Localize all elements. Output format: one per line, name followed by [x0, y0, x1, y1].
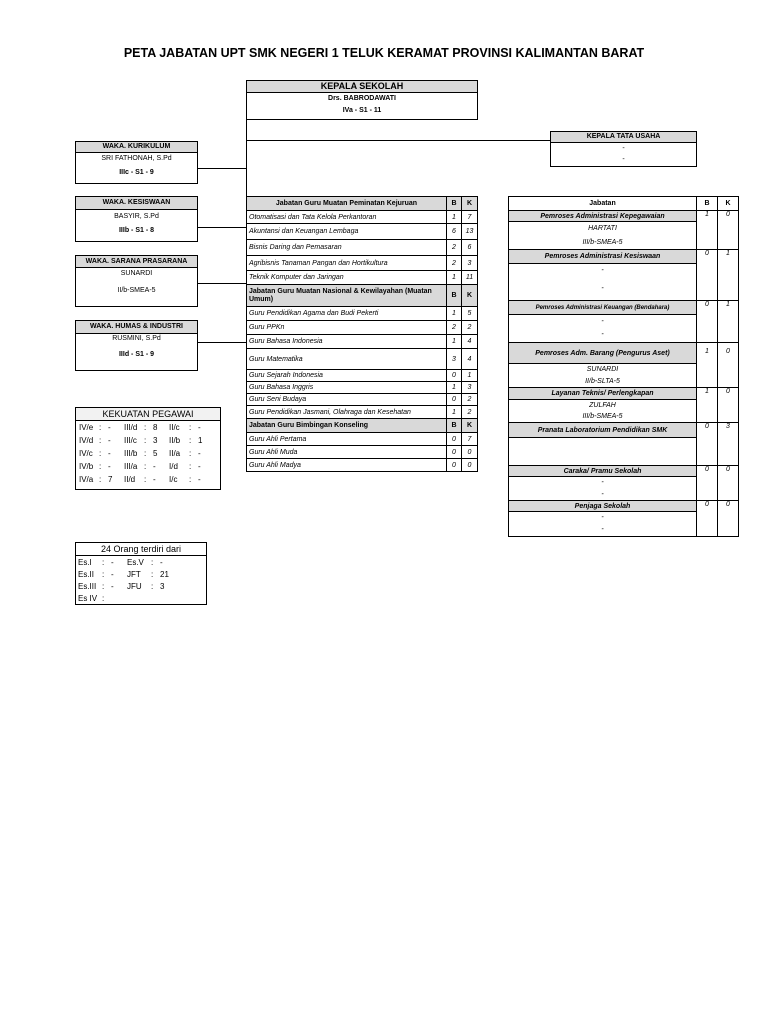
staff-group-line	[509, 438, 697, 466]
kekuatan-cell: IV/e	[79, 423, 94, 432]
guru-row-label: Guru Ahli Madya	[247, 459, 447, 472]
staff-group-title: Layanan Teknis/ Perlengkapan	[509, 388, 697, 400]
staff-group-k: 1	[718, 250, 739, 301]
waka-kesiswaan-grade: IIIb - S1 - 8	[118, 227, 154, 234]
kekuatan-cell: -	[153, 475, 156, 484]
orang-cell: :	[151, 557, 154, 567]
kekuatan-cell: IV/c	[79, 449, 93, 458]
orang-cell: Es.V	[127, 557, 144, 567]
guru-row-b: 1	[447, 211, 462, 224]
staff-group-b: 0	[697, 301, 718, 343]
guru-row-b: 1	[447, 382, 462, 394]
kepala-sekolah-name: Drs. BABRODAWATI	[328, 95, 396, 102]
guru-row-b: 2	[447, 321, 462, 335]
waka-kurikulum-label: WAKA. KURIKULUM	[76, 142, 197, 153]
waka-sarana-grade: II/b-SMEA-5	[117, 287, 156, 294]
kekuatan-cell: 7	[108, 475, 113, 484]
guru-row-k: 0	[462, 459, 478, 472]
guru-row-b: 3	[447, 349, 462, 370]
kepala-sekolah-label: KEPALA SEKOLAH	[247, 81, 477, 93]
waka-humas-box	[75, 320, 198, 371]
guru-table-header-label: Jabatan Guru Muatan Peminatan Kejuruan	[247, 197, 447, 211]
guru-section-k: K	[462, 285, 478, 307]
guru-table-header-b: B	[447, 197, 462, 211]
kekuatan-cell: :	[99, 449, 102, 458]
connector-waka2	[197, 227, 246, 228]
orang-cell	[159, 592, 175, 604]
kekuatan-cell: I/c	[169, 475, 178, 484]
kekuatan-cell: :	[144, 449, 147, 458]
kekuatan-cell: III/b	[124, 449, 138, 458]
guru-row-b: 1	[447, 406, 462, 419]
staff-table-header-label: Jabatan	[509, 197, 697, 211]
orang-cell: :	[102, 581, 105, 591]
staff-group-title: Pranata Laboratorium Pendidikan SMK	[509, 423, 697, 438]
waka-kurikulum-box	[75, 141, 198, 184]
kekuatan-cell: III/d	[124, 423, 138, 432]
kekuatan-cell: 8	[153, 423, 158, 432]
guru-table-header-k: K	[462, 197, 478, 211]
waka-sarana-name: SUNARDI	[120, 270, 153, 277]
guru-row-label: Guru Matematika	[247, 349, 447, 370]
staff-group-line: -	[509, 315, 697, 328]
orang-cell: 3	[160, 581, 165, 591]
kekuatan-cell: -	[108, 423, 111, 432]
guru-row-b: 0	[447, 446, 462, 459]
waka-kurikulum-grade: IIIc - S1 - 9	[119, 169, 154, 176]
orang-cell: :	[102, 593, 105, 603]
kekuatan-row	[78, 434, 213, 447]
waka-kesiswaan-name: BASYIR, S.Pd	[114, 213, 159, 220]
kekuatan-cell: -	[198, 462, 201, 471]
guru-row-b: 1	[447, 335, 462, 349]
orang-cell: :	[151, 569, 154, 579]
kekuatan-cell: :	[189, 449, 192, 458]
guru-row-b: 1	[447, 271, 462, 285]
staff-table-header-k: K	[718, 197, 739, 211]
guru-row-label: Akuntansi dan Keuangan Lembaga	[247, 224, 447, 240]
waka-humas-label: WAKA. HUMAS & INDUSTRI	[76, 321, 197, 334]
orang-cell	[126, 592, 150, 604]
staff-group-line: -	[509, 277, 697, 301]
tata-usaha-box	[550, 131, 697, 167]
kekuatan-cell: 5	[153, 449, 158, 458]
orang-row	[77, 580, 175, 592]
staff-group-title: Pemroses Administrasi Keuangan (Bendahara)	[509, 301, 697, 315]
guru-row-k: 13	[462, 224, 478, 240]
guru-row-k: 3	[462, 382, 478, 394]
kekuatan-row	[78, 447, 213, 460]
guru-row-k: 2	[462, 321, 478, 335]
guru-section-b: B	[447, 285, 462, 307]
orang-cell: Es.I	[78, 557, 92, 567]
staff-group-b: 0	[697, 466, 718, 501]
staff-group-k: 0	[718, 501, 739, 537]
staff-group-b: 0	[697, 423, 718, 466]
guru-section-b: B	[447, 419, 462, 433]
waka-kesiswaan-label: WAKA. KESISWAAN	[76, 197, 197, 210]
orang-cell: Es.III	[78, 581, 97, 591]
kekuatan-cell: II/c	[169, 423, 180, 432]
kekuatan-cell: :	[144, 475, 147, 484]
kekuatan-cell: :	[189, 423, 192, 432]
waka-sarana-box	[75, 255, 198, 307]
guru-row-label: Guru PPKn	[247, 321, 447, 335]
staff-group-line: HARTATI	[509, 222, 697, 236]
guru-row-b: 2	[447, 240, 462, 256]
staff-group-b: 1	[697, 388, 718, 423]
staff-group-k: 3	[718, 423, 739, 466]
guru-row-label: Otomatisasi dan Tata Kelola Perkantoran	[247, 211, 447, 224]
orang-cell: -	[111, 581, 114, 591]
orang-cell: JFU	[127, 581, 142, 591]
orang-cell: Es IV	[78, 593, 98, 603]
staff-table	[508, 196, 739, 537]
orang-cell: JFT	[127, 569, 141, 579]
waka-kesiswaan-box	[75, 196, 198, 242]
staff-table-header-b: B	[697, 197, 718, 211]
orang-cell: -	[160, 557, 163, 567]
kekuatan-cell: II/d	[124, 475, 136, 484]
kekuatan-pegawai-box	[75, 407, 221, 490]
guru-row-k: 4	[462, 349, 478, 370]
kekuatan-cell: -	[198, 449, 201, 458]
kekuatan-cell: IV/b	[79, 462, 94, 471]
kekuatan-pegawai-title: KEKUATAN PEGAWAI	[76, 408, 220, 421]
tata-usaha-line2: -	[622, 156, 625, 163]
guru-row-k: 2	[462, 406, 478, 419]
staff-group-b: 1	[697, 343, 718, 388]
connector-waka1	[197, 168, 246, 169]
kekuatan-cell: :	[144, 423, 147, 432]
kekuatan-pegawai-table	[78, 421, 213, 486]
kekuatan-cell: :	[189, 462, 192, 471]
guru-row-label: Guru Seni Budaya	[247, 394, 447, 406]
staff-group-b: 1	[697, 211, 718, 250]
tata-usaha-label: KEPALA TATA USAHA	[551, 132, 696, 143]
kekuatan-cell: -	[153, 462, 156, 471]
waka-humas-grade: IIId - S1 - 9	[118, 351, 154, 358]
connector-waka4	[197, 342, 246, 343]
staff-group-line: III/b-SMEA-5	[509, 236, 697, 250]
guru-table	[246, 196, 478, 472]
kekuatan-cell: II/a	[169, 449, 181, 458]
guru-row-label: Guru Pendidikan Agama dan Budi Pekerti	[247, 307, 447, 321]
orang-row	[77, 592, 175, 604]
staff-group-title: Penjaga Sekolah	[509, 501, 697, 512]
kekuatan-cell: -	[198, 475, 201, 484]
staff-group-line: -	[509, 524, 697, 537]
guru-row-k: 7	[462, 211, 478, 224]
kekuatan-cell: -	[108, 462, 111, 471]
guru-row-k: 7	[462, 433, 478, 446]
staff-group-title: Caraka/ Pramu Sekolah	[509, 466, 697, 477]
kekuatan-cell: -	[108, 449, 111, 458]
staff-group-k: 0	[718, 388, 739, 423]
kekuatan-cell: III/a	[124, 462, 138, 471]
guru-row-b: 0	[447, 459, 462, 472]
kekuatan-cell: :	[99, 423, 102, 432]
guru-row-label: Bisnis Daring dan Pemasaran	[247, 240, 447, 256]
staff-group-line: III/b-SMEA-5	[509, 411, 697, 423]
orang-table	[77, 556, 175, 604]
orang-title: 24 Orang terdiri dari	[76, 543, 206, 556]
waka-kurikulum-name: SRI FATHONAH, S.Pd	[101, 155, 172, 162]
guru-row-label: Guru Pendidikan Jasmani, Olahraga dan Kesehatan	[247, 406, 447, 419]
tata-usaha-line1: -	[622, 145, 625, 152]
connector-waka3	[197, 283, 246, 284]
staff-group-line: -	[509, 512, 697, 524]
kekuatan-cell: 3	[153, 436, 158, 445]
guru-row-k: 2	[462, 394, 478, 406]
kekuatan-cell: IV/a	[79, 475, 94, 484]
orang-cell: -	[111, 569, 114, 579]
waka-sarana-label: WAKA. SARANA PRASARANA	[76, 256, 197, 268]
kekuatan-cell: :	[144, 436, 147, 445]
kepala-sekolah-grade: IVa - S1 - 11	[342, 107, 382, 114]
guru-row-k: 6	[462, 240, 478, 256]
connector-tu-horizontal	[246, 140, 550, 141]
kekuatan-cell: II/b	[169, 436, 181, 445]
guru-row-b: 0	[447, 433, 462, 446]
guru-row-label: Guru Bahasa Inggris	[247, 382, 447, 394]
orang-row	[77, 556, 175, 568]
staff-group-line: ZULFAH	[509, 400, 697, 411]
guru-row-k: 3	[462, 256, 478, 271]
kekuatan-row	[78, 421, 213, 434]
staff-group-title: Pemroses Adm. Barang (Pengurus Aset)	[509, 343, 697, 364]
orang-cell	[150, 592, 159, 604]
orang-cell: :	[151, 581, 154, 591]
kekuatan-cell: :	[189, 436, 192, 445]
orang-box	[75, 542, 207, 605]
staff-group-line: -	[509, 328, 697, 343]
guru-section-k: K	[462, 419, 478, 433]
staff-group-k: 1	[718, 301, 739, 343]
guru-row-b: 0	[447, 394, 462, 406]
guru-row-b: 0	[447, 370, 462, 382]
kekuatan-cell: :	[189, 475, 192, 484]
guru-row-b: 1	[447, 307, 462, 321]
staff-group-title: Pemroses Administrasi Kesiswaan	[509, 250, 697, 264]
kekuatan-cell: I/d	[169, 462, 178, 471]
orang-cell: 21	[160, 569, 169, 579]
kekuatan-cell: :	[99, 436, 102, 445]
staff-group-k: 0	[718, 211, 739, 250]
kekuatan-cell: :	[99, 462, 102, 471]
orang-cell: :	[102, 557, 105, 567]
kekuatan-cell: 1	[198, 436, 203, 445]
kekuatan-row	[78, 473, 213, 486]
waka-humas-name: RUSMINI, S.Pd	[112, 335, 161, 342]
guru-row-label: Guru Ahli Pertama	[247, 433, 447, 446]
staff-group-line: SUNARDI	[509, 364, 697, 376]
page-title: PETA JABATAN UPT SMK NEGERI 1 TELUK KERAMAT PROVINSI KALIMANTAN BARAT	[123, 46, 645, 60]
kekuatan-cell: -	[198, 423, 201, 432]
staff-group-title: Pemroses Administrasi Kepegawaian	[509, 211, 697, 222]
kekuatan-cell: -	[108, 436, 111, 445]
guru-row-label: Guru Sejarah Indonesia	[247, 370, 447, 382]
staff-group-b: 0	[697, 250, 718, 301]
guru-row-b: 2	[447, 256, 462, 271]
staff-group-line: II/b-SLTA-5	[509, 376, 697, 388]
orang-cell: :	[102, 569, 105, 579]
guru-row-k: 0	[462, 446, 478, 459]
kekuatan-cell: III/c	[124, 436, 137, 445]
guru-row-label: Agribisnis Tanaman Pangan dan Hortikultura	[247, 256, 447, 271]
guru-row-label: Teknik Komputer dan Jaringan	[247, 271, 447, 285]
kepala-sekolah-box	[246, 80, 478, 120]
guru-row-label: Guru Bahasa Indonesia	[247, 335, 447, 349]
guru-row-label: Guru Ahli Muda	[247, 446, 447, 459]
orang-cell: -	[111, 557, 114, 567]
staff-group-k: 0	[718, 343, 739, 388]
guru-row-k: 5	[462, 307, 478, 321]
kekuatan-cell: :	[99, 475, 102, 484]
staff-group-k: 0	[718, 466, 739, 501]
guru-section-label: Jabatan Guru Muatan Nasional & Kewilayahan (Muatan Umum)	[247, 285, 447, 307]
orang-cell	[110, 592, 126, 604]
orang-cell: Es.II	[78, 569, 95, 579]
guru-row-k: 1	[462, 370, 478, 382]
orang-row	[77, 568, 175, 580]
kekuatan-cell: :	[144, 462, 147, 471]
staff-group-b: 0	[697, 501, 718, 537]
guru-row-k: 4	[462, 335, 478, 349]
guru-section-label: Jabatan Guru Bimbingan Konseling	[247, 419, 447, 433]
guru-row-b: 6	[447, 224, 462, 240]
guru-row-k: 11	[462, 271, 478, 285]
staff-group-line: -	[509, 489, 697, 501]
staff-group-line: -	[509, 264, 697, 277]
kekuatan-row	[78, 460, 213, 473]
staff-group-line: -	[509, 477, 697, 489]
kekuatan-cell: IV/d	[79, 436, 94, 445]
